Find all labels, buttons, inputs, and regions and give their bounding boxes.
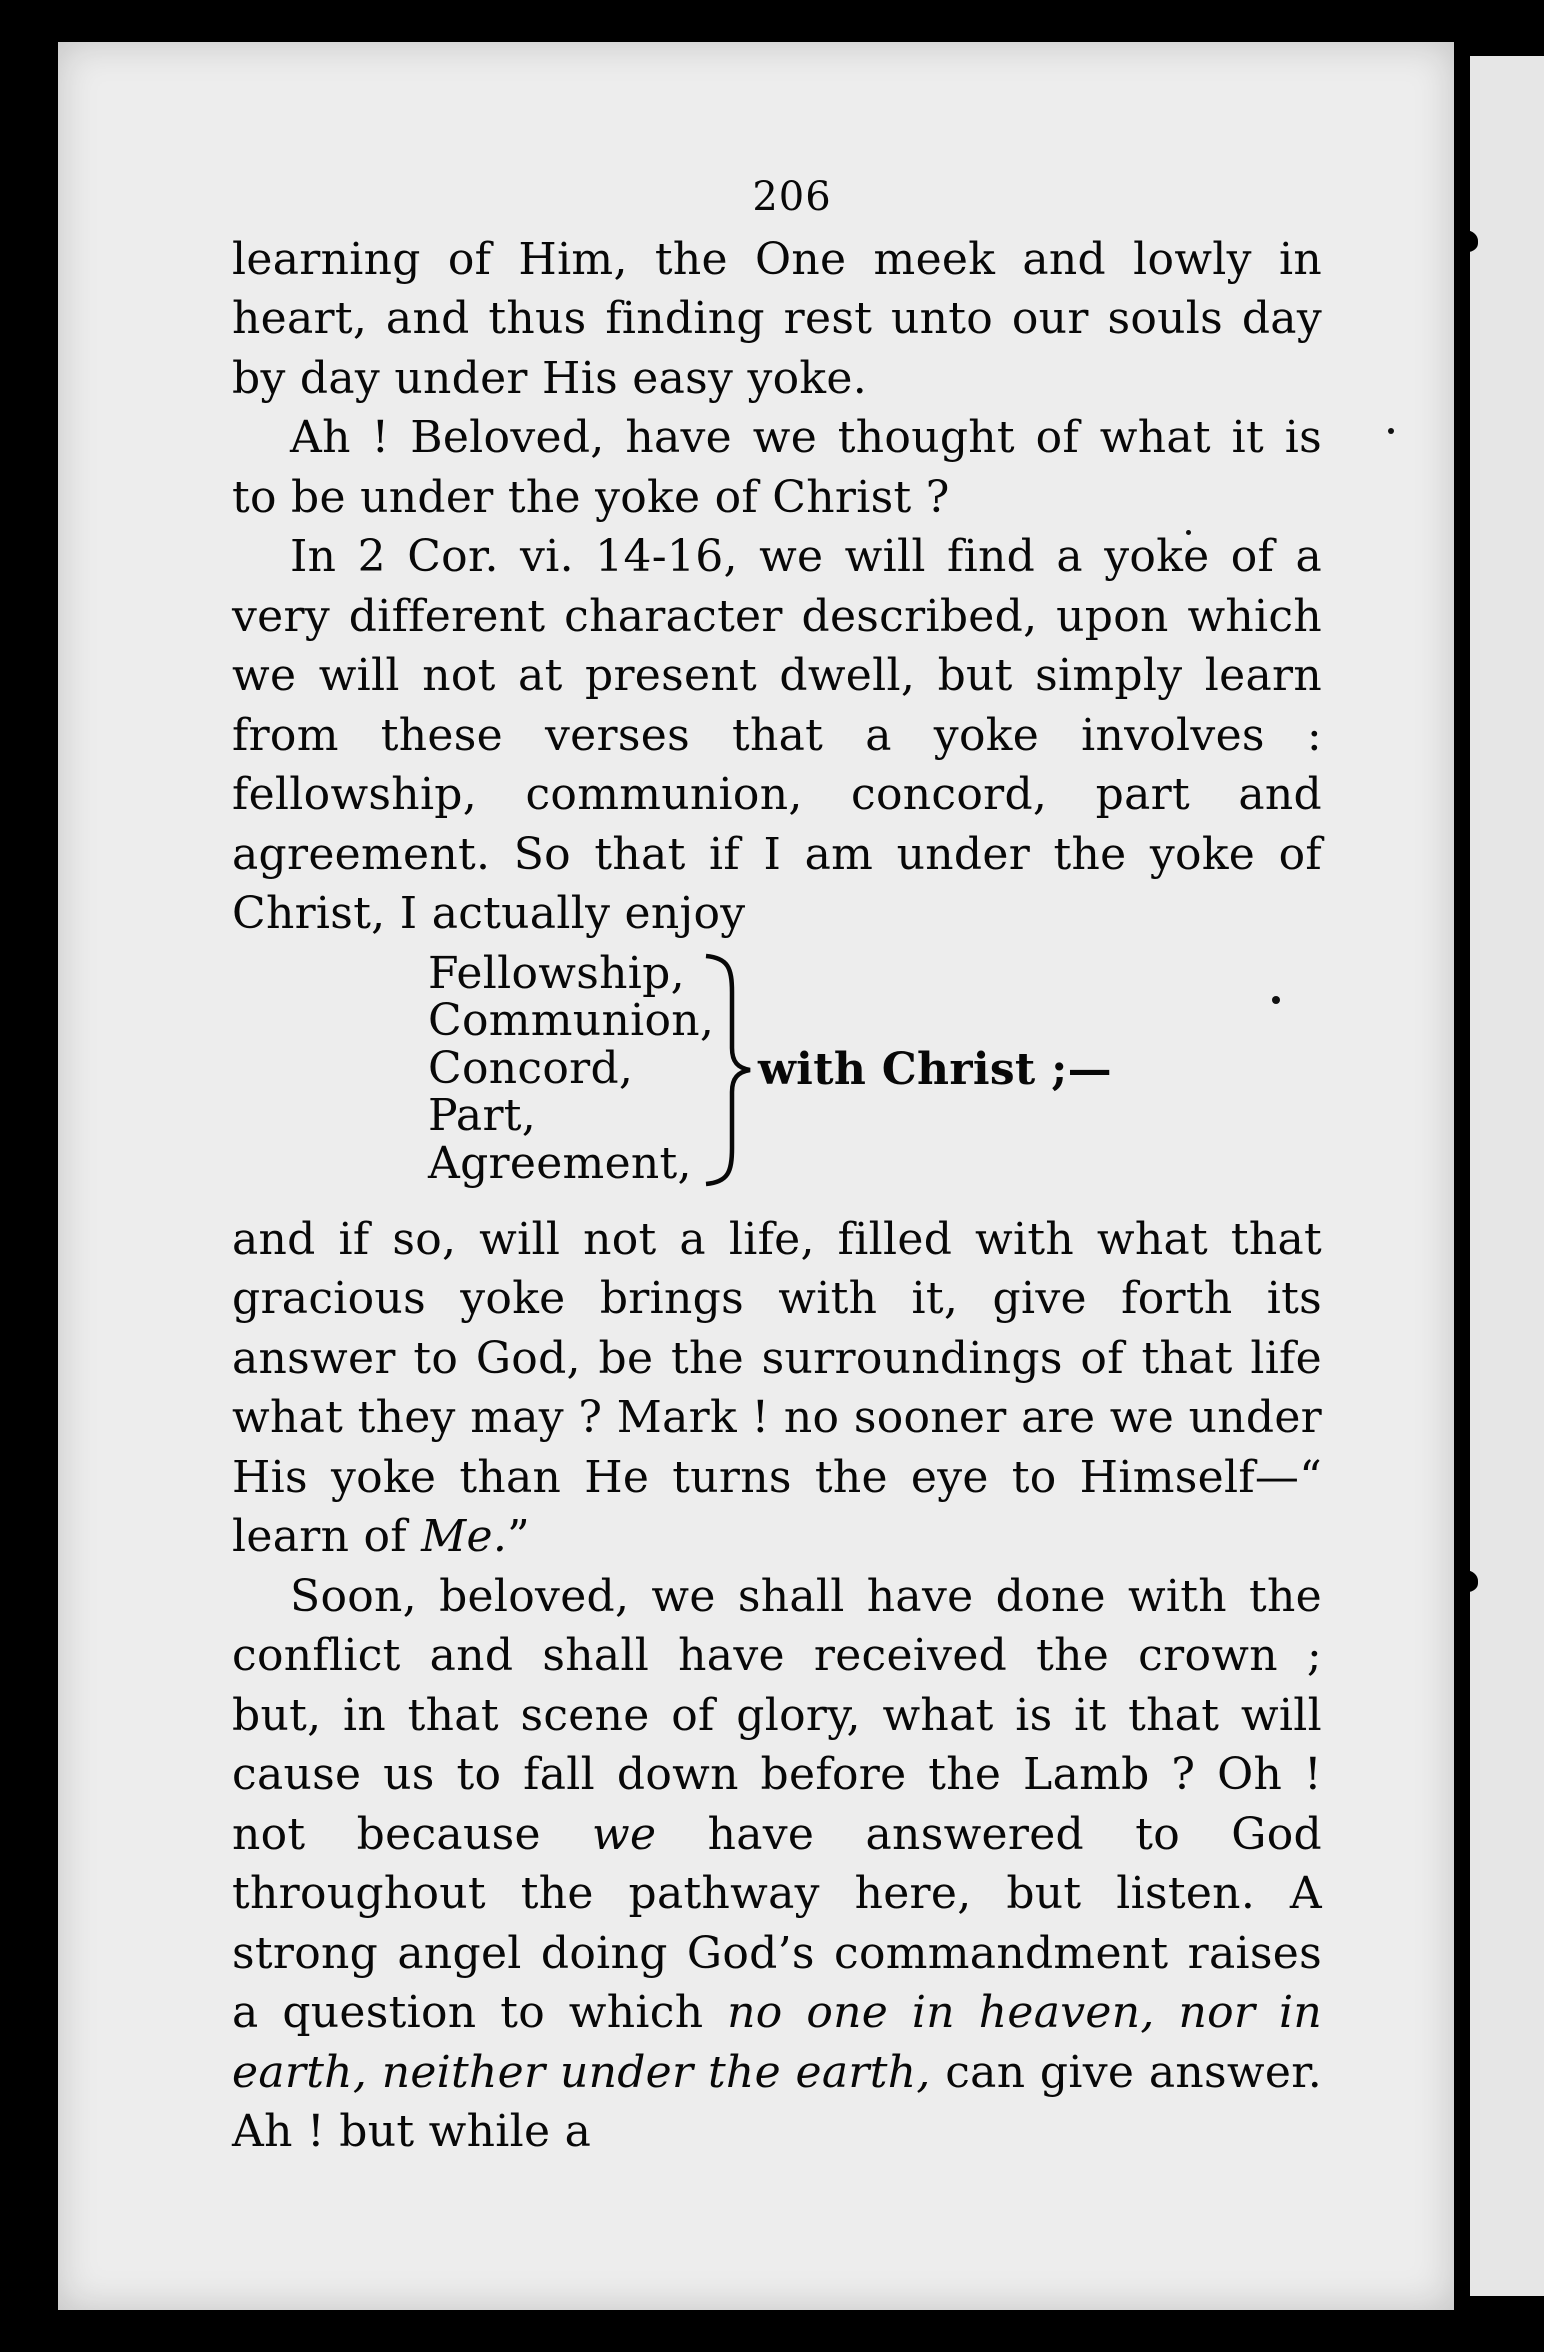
text-run: have answered to God throughout the pathway here, but listen. A strong angel doing God’s commandment raises a question to which [232,1808,1322,2038]
italic-text: no one in heaven, nor in earth, neither under the earth, [232,1987,1323,2098]
page-number: 206 [752,174,832,220]
binding-knob [1452,230,1478,252]
brace-item: Communion, [428,995,715,1046]
text-run: can give answer. Ah ! but while a [232,2046,1322,2157]
paragraphs-top [232,230,1322,944]
binding-line [1462,50,1470,2302]
brace-item: Concord, [428,1042,634,1094]
binding-knob [1452,1570,1478,1592]
paragraph [232,1567,1322,2162]
brace-item: Fellowship, [428,947,685,999]
brace-list [428,947,715,1189]
brace-item: Agreement, [428,1137,692,1189]
paper-speck [1388,428,1394,434]
text-run: learning of Him, the One meek and lowly in heart, and thus finding rest unto our souls day by day under His easy yoke. [232,233,1322,404]
text-run: ” [507,1511,530,1562]
right-brace [698,952,758,1188]
italic-text: we [592,1808,657,1860]
paragraph [232,230,1322,409]
paragraph [232,408,1322,527]
paragraph [232,1210,1322,1567]
brace-item: Part, [428,1090,537,1141]
page-text [232,168,1322,2162]
text-run: and if so, will not a life, filled with what that gracious yoke brings with it, give forth its answer to God, be the surroundings of that life what they may ? Mark ! no sooner are we under His yoke than He turns the eye to Himself—“ learn of [232,1213,1322,1562]
text-run: Ah ! Beloved, have we thought of what it is to be under the yoke of Christ ? [232,412,1322,523]
text-run: Soon, beloved, we shall have done with the conflict and shall have received the crown ; but, in that scene of glory, what is it that will cause us to fall down before the Lamb ? Oh ! not because [232,1570,1322,1860]
paragraphs-bottom [232,1210,1322,2162]
text-run: In 2 Cor. vi. 14-16, we will find a yoke of a very different character described, upon which we will not at present dwell, but simply learn from these verses that a yoke involves : fellowship, communion, concord, part and agreement. So that if I am under the yoke of Christ, I actually enjoy [232,531,1322,939]
italic-text: Me. [421,1511,508,1562]
adjacent-page-edge [1470,56,1544,2296]
brace-target: with Christ ;— [758,1043,1112,1095]
brace-group [232,947,1322,1189]
paragraph [232,527,1322,944]
